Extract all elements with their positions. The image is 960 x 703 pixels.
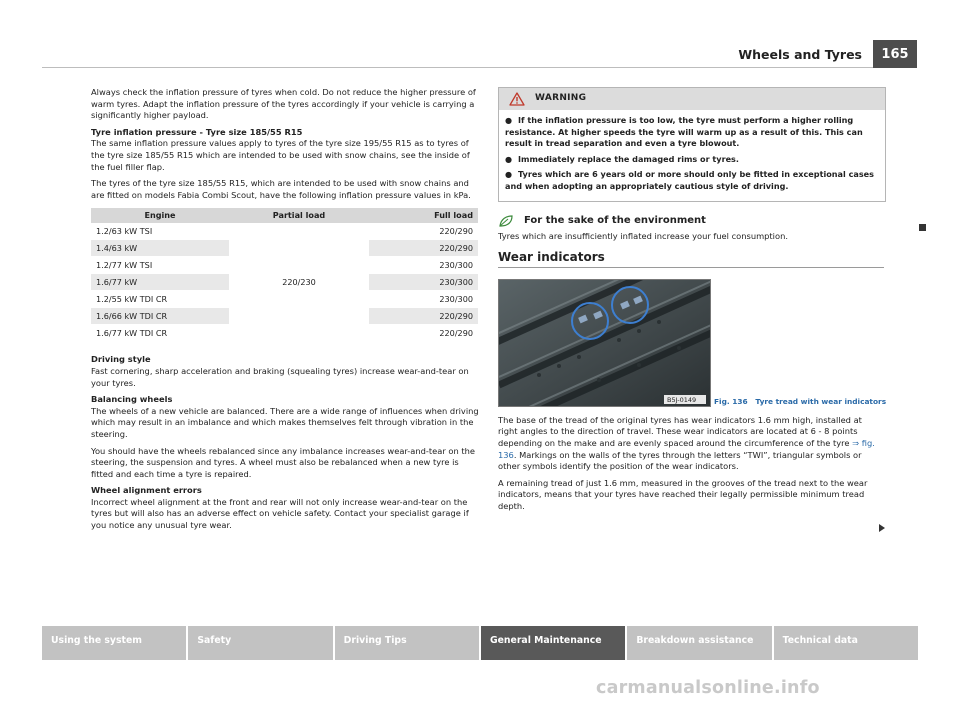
engine-cell: 1.6/66 kW TDI CR	[91, 308, 229, 325]
warning-item: ● Immediately replace the damaged rims or tyres.	[505, 153, 739, 164]
continue-arrow-icon	[879, 524, 885, 532]
bullet-icon: ●	[505, 169, 513, 180]
chapter-navigation	[42, 626, 918, 660]
full-load-cell: 230/300	[369, 291, 478, 308]
environment-leaf-icon	[498, 214, 514, 228]
figure-link[interactable]: ⇒ fig. 136	[498, 437, 875, 460]
warning-triangle-icon	[509, 92, 525, 106]
section-title-wear-indicators: Wear indicators	[498, 252, 884, 268]
figure-caption	[714, 396, 886, 408]
pressure-paragraph-2: The tyres of the tyre size 185/55 R15, which are intended to be used with snow chains and are fitted on models Fabia Combi Scout, have the following inflation pressure values in kPa.	[91, 178, 471, 200]
tab-driving-tips[interactable]: Driving Tips	[335, 626, 479, 660]
tab-breakdown-assistance[interactable]: Breakdown assistance	[627, 626, 771, 660]
page-header-title: Wheels and Tyres	[738, 47, 862, 62]
balancing-heading: Balancing wheels	[91, 394, 173, 405]
tab-general-maintenance[interactable]: General Maintenance	[481, 626, 625, 660]
bullet-icon: ●	[505, 115, 513, 125]
engine-cell: 1.4/63 kW	[91, 240, 229, 257]
full-load-cell: 220/290	[369, 223, 478, 240]
engine-cell: 1.2/63 kW TSI	[91, 223, 229, 240]
tab-safety[interactable]: Safety	[188, 626, 332, 660]
intro-paragraph: Always check the inflation pressure of tyres when cold. Do not reduce the higher pressure of warm tyres. Adapt the inflation pressure of the tyres accordingly if your vehicle is carrying a significantly higher payload.	[91, 87, 476, 121]
balancing-paragraph-2: You should have the wheels rebalanced since any imbalance increases wear-and-tear on the steering, the suspension and tyres. A wheel must also be rebalanced when a new tyre is fitted and each time a tyre is repaired.	[91, 445, 475, 479]
figure-caption-text: Tyre tread with wear indicators	[755, 396, 887, 406]
tab-technical-data[interactable]: Technical data	[774, 626, 918, 660]
driving-style-heading: Driving style	[91, 354, 151, 365]
tyre-tread-illustration	[499, 280, 710, 406]
environment-paragraph: Tyres which are insufficiently inflated increase your fuel consumption.	[498, 230, 788, 241]
left-column	[91, 87, 481, 537]
section-end-marker	[919, 224, 926, 231]
pressure-paragraph-1: The same inflation pressure values apply to tyres of the tyre size 195/55 R15 as to tyres of the tyre size 185/55 R15 which are intended to be used with snow chains, see the inside of the fuel filler flap.	[91, 138, 470, 172]
engine-cell: 1.6/77 kW TDI CR	[91, 325, 229, 342]
warning-item: ● If the inflation pressure is too low, the tyre must perform a higher rolling resistance. At higher speeds the tyre will warm up as a result of this. This can result in tread separation and even a tyre blowout.	[505, 115, 863, 149]
right-column	[498, 87, 887, 518]
warning-box	[498, 87, 886, 202]
warning-body	[499, 110, 885, 201]
inflation-pressure-table	[91, 208, 478, 342]
tyre-tread-photo	[498, 279, 711, 407]
alignment-paragraph: Incorrect wheel alignment at the front and rear will not only increase wear-and-tear on the tyres but will also has an adverse effect on vehicle safety. Contact your specialist garage if you notice any unusual tyre wear.	[91, 496, 469, 531]
column-header-full-load: Full load	[369, 208, 478, 223]
environment-heading: For the sake of the environment	[498, 214, 884, 228]
engine-cell: 1.2/55 kW TDI CR	[91, 291, 229, 308]
tab-using-the-system[interactable]: Using the system	[42, 626, 186, 660]
full-load-cell: 230/300	[369, 257, 478, 274]
warning-header	[499, 88, 885, 110]
partial-load-cell: 220/230	[229, 223, 369, 342]
full-load-cell: 220/290	[369, 325, 478, 342]
engine-cell: 1.6/77 kW	[91, 274, 229, 291]
page-number: 165	[873, 40, 917, 68]
full-load-cell: 230/300	[369, 274, 478, 291]
warning-title: WARNING	[535, 93, 587, 104]
full-load-cell: 220/290	[369, 308, 478, 325]
bullet-icon: ●	[505, 153, 513, 164]
driving-style-paragraph: Fast cornering, sharp acceleration and braking (squealing tyres) increase wear-and-tear on your tyres.	[91, 365, 469, 388]
figure-136	[498, 279, 887, 406]
column-header-partial-load: Partial load	[229, 208, 369, 223]
pressure-heading: Tyre inflation pressure - Tyre size 185/55 R15	[91, 126, 303, 137]
watermark: carmanualsonline.info	[596, 678, 820, 698]
header-rule	[42, 67, 873, 68]
alignment-heading: Wheel alignment errors	[91, 485, 202, 496]
figure-code: B5J-0149	[667, 395, 697, 404]
balancing-paragraph-1: The wheels of a new vehicle are balanced. There are a wide range of influences when driving which may result in an imbalance and which makes themselves felt through vibration in the steering.	[91, 405, 479, 439]
warning-item: ● Tyres which are 6 years old or more should only be fitted in exceptional cases and when adopting an appropriately cautious style of driving.	[505, 169, 874, 191]
full-load-cell: 220/290	[369, 240, 478, 257]
wear-paragraph-1: The base of the tread of the original tyres has wear indicators 1.6 mm high, installed at right angles to the direction of travel. These wear indicators are located at 6 - 8 points depending on the make and are evenly spaced around the circumference of the tyre ⇒ fig. 136. Markings on the walls of the tyres through the letters “TWI”, triangular symbols or other symbols identify the position of the wear indicators.	[498, 414, 875, 472]
table-row	[91, 223, 478, 240]
wear-paragraph-2: A remaining tread of just 1.6 mm, measured in the grooves of the tread next to the wear indicators, means that your tyres have reached their legally permissible minimum tread depth.	[498, 477, 868, 511]
figure-label: Fig. 136	[714, 396, 748, 406]
engine-cell: 1.2/77 kW TSI	[91, 257, 229, 274]
column-header-engine: Engine	[91, 208, 229, 223]
